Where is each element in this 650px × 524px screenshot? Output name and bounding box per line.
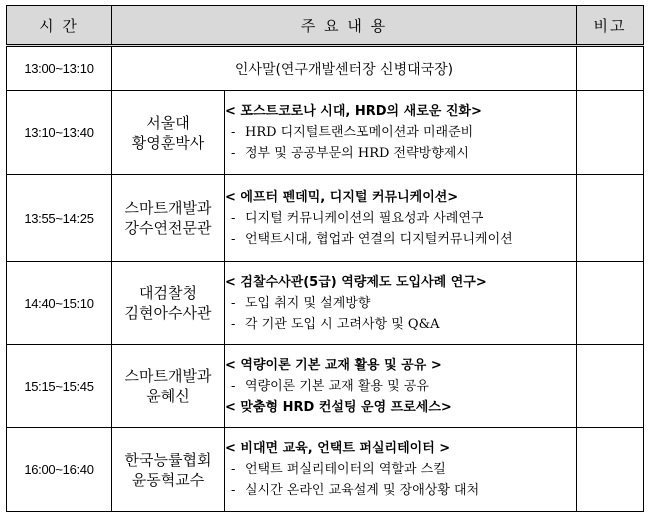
session-bullet xyxy=(225,229,576,250)
speaker-name: 강수연전문관 xyxy=(124,219,212,237)
session-content xyxy=(225,262,577,345)
speaker-name: 윤동혁교수 xyxy=(131,470,205,489)
session-bullet xyxy=(225,480,576,501)
speaker-affiliation: 스마트개발과 xyxy=(124,199,212,217)
bullet-dash-icon: - xyxy=(231,125,236,140)
bullet-text: 역량이론 기본 교재 활용 및 공유 xyxy=(245,378,429,394)
header-note: 비고 xyxy=(577,6,644,46)
bullet-dash-icon: - xyxy=(231,231,236,247)
session-speaker xyxy=(112,345,225,428)
session-title: < 에프터 펜데믹, 디지털 커뮤니케이션> xyxy=(225,189,459,205)
session-title: < 역량이론 기본 교재 활용 및 공유 > xyxy=(225,357,442,373)
bullet-dash-icon: - xyxy=(231,462,236,477)
note-cell xyxy=(577,345,644,428)
opening-time: 13:00~13:10 xyxy=(7,46,112,91)
session-row xyxy=(7,175,644,262)
session-time: 13:55~14:25 xyxy=(7,175,112,262)
speaker-affiliation: 스마트개발과 xyxy=(124,367,212,385)
session-row xyxy=(7,262,644,345)
session-title: < 맞춤형 HRD 컨설팅 운영 프로세스> xyxy=(225,399,452,415)
opening-text: 인사말(연구개발센터장 신병대국장) xyxy=(112,46,577,91)
bullet-text: 각 기관 도입 시 고려사항 및 Q&A xyxy=(245,316,440,332)
note-cell xyxy=(577,91,644,175)
header-row xyxy=(7,6,644,46)
bullet-dash-icon: - xyxy=(231,483,236,498)
speaker-name: 김현아수사관 xyxy=(124,304,212,322)
session-bullet xyxy=(225,143,576,164)
bullet-dash-icon: - xyxy=(231,146,236,161)
session-title: < 포스트코로나 시대, HRD의 새로운 진화> xyxy=(225,104,482,119)
session-speaker xyxy=(112,428,225,512)
note-cell xyxy=(577,175,644,262)
session-bullet xyxy=(225,208,576,229)
speaker-affiliation: 서울대 xyxy=(146,113,190,132)
session-speaker xyxy=(112,175,225,262)
session-title: < 비대면 교육, 언택트 퍼실리테이터 > xyxy=(225,441,451,456)
bullet-dash-icon: - xyxy=(231,210,236,226)
schedule-table xyxy=(6,5,644,512)
session-title: < 검찰수사관(5급) 역량제도 도입사례 연구> xyxy=(225,274,487,290)
opening-row xyxy=(7,46,644,91)
bullet-text: 디지털 커뮤니케이션의 필요성과 사례연구 xyxy=(245,210,484,226)
session-bullet xyxy=(225,459,576,480)
header-time: 시 간 xyxy=(7,6,112,46)
session-row xyxy=(7,91,644,175)
header-content: 주 요 내 용 xyxy=(112,6,577,46)
speaker-name: 윤혜신 xyxy=(146,387,190,405)
note-cell xyxy=(577,262,644,345)
speaker-affiliation: 대검찰청 xyxy=(139,284,197,302)
bullet-text: 언택트 퍼실리테이터의 역할과 스킬 xyxy=(245,462,446,477)
speaker-affiliation: 한국능률협회 xyxy=(124,450,212,469)
session-bullet xyxy=(225,293,576,314)
session-row xyxy=(7,345,644,428)
session-bullet xyxy=(225,314,576,335)
session-bullet xyxy=(225,122,576,143)
session-content xyxy=(225,428,577,512)
bullet-dash-icon: - xyxy=(231,378,236,394)
session-content xyxy=(225,175,577,262)
session-content xyxy=(225,91,577,175)
note-cell xyxy=(577,46,644,91)
session-time: 14:40~15:10 xyxy=(7,262,112,345)
bullet-text: 정부 및 공공부문의 HRD 전략방향제시 xyxy=(245,146,469,161)
session-content xyxy=(225,345,577,428)
bullet-text: 도입 취지 및 설계방향 xyxy=(245,295,371,311)
session-speaker xyxy=(112,262,225,345)
speaker-name: 황영훈박사 xyxy=(131,133,205,152)
bullet-text: HRD 디지털트랜스포메이션과 미래준비 xyxy=(245,125,474,140)
bullet-text: 언택트시대, 협업과 연결의 디지털커뮤니케이션 xyxy=(245,231,513,247)
session-time: 16:00~16:40 xyxy=(7,428,112,512)
session-bullet xyxy=(225,376,576,397)
session-row xyxy=(7,428,644,512)
bullet-dash-icon: - xyxy=(231,295,236,311)
session-speaker xyxy=(112,91,225,175)
session-time: 15:15~15:45 xyxy=(7,345,112,428)
note-cell xyxy=(577,428,644,512)
session-time: 13:10~13:40 xyxy=(7,91,112,175)
bullet-text: 실시간 온라인 교육설계 및 장애상황 대처 xyxy=(245,483,480,498)
bullet-dash-icon: - xyxy=(231,316,236,332)
